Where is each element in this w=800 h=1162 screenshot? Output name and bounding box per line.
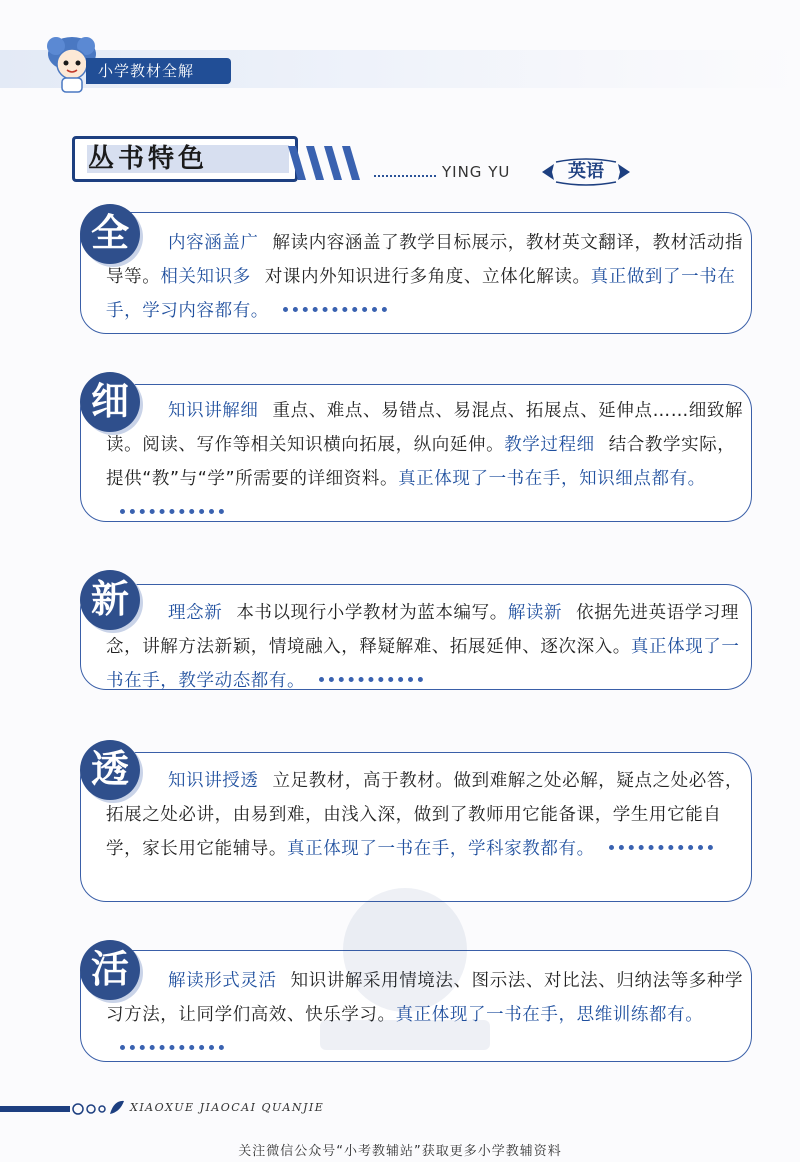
subject-ornament [540,158,632,186]
dotted-line [609,845,713,850]
feature-body: 本书以现行小学教材为蓝本编写。 [236,603,508,623]
feature-closing: 真正体现了一书在手，教学动态都有。 [106,637,740,691]
feature-body: 重点、难点、易错点、易混点、拓展点、延伸点……细致解读。阅读、写作等相关知识横向拓展，纵向延伸。 [106,401,744,455]
feature-closing: 真正体现了一书在手，学科家教都有。 [287,839,595,859]
feature-body-2: 结合教学实际，提供“教”与“学”所需要的详细资料。 [106,435,736,489]
dotted-line [319,677,423,682]
feature-body: 解读内容涵盖了教学目标展示，教材英文翻译，教材活动指导等。 [106,233,744,287]
feature-body: 知识讲解采用情境法、图示法、对比法、归纳法等多种学习方法，让同学们高效、快乐学习。 [106,971,744,1025]
feature-text-4 [106,764,746,866]
leaf-icon [70,1098,126,1118]
feature-text-1 [106,226,746,328]
slash-decoration-icon [282,146,374,180]
title-dotted-line [374,175,436,177]
feature-heading: 内容涵盖广 [168,233,259,253]
subject-chinese: 英语 [568,161,604,182]
badge-xin: 新 [80,570,140,630]
feature-heading-2: 解读新 [507,603,563,623]
feature-heading-2: 教学过程细 [504,435,595,455]
feature-closing: 真正体现了一书在手，思维训练都有。 [395,1005,704,1025]
dotted-line [120,509,224,514]
feature-text-2 [106,394,746,530]
feature-heading: 解读形式灵活 [168,971,277,991]
badge-xi: 细 [80,372,140,432]
badge-tou: 透 [80,740,140,800]
feature-body-2: 依据先进英语学习理念，讲解方法新颖，情境融入，释疑解难、拓展延伸、逐次深入。 [106,603,740,657]
feature-body: 立足教材，高于教材。做到难解之处必解，疑点之处必答，拓展之处必讲，由易到难，由浅入深，做到了教师用它能备课，学生用它能自学，家长用它能辅导。 [106,771,744,859]
feature-body-2: 对课内外知识进行多角度、立体化解读。 [264,267,591,287]
feature-heading: 理念新 [168,603,223,623]
subject-english: YING YU [442,163,511,181]
feature-heading-2: 相关知识多 [160,267,251,287]
feature-text-3 [106,596,746,698]
feature-closing: 真正做到了一书在手，学习内容都有。 [106,267,736,321]
dotted-line [120,1045,224,1050]
section-title: 丛书特色 [88,144,209,174]
series-label: 小学教材全解 [86,58,231,84]
badge-huo: 活 [80,940,140,1000]
feature-closing: 真正体现了一书在手，知识细点都有。 [398,469,706,489]
watermark-icon [300,880,510,1060]
feature-heading: 知识讲解细 [168,401,259,421]
dotted-line [283,307,387,312]
bottom-note: 关注微信公众号“小考教辅站”获取更多小学教辅资料 [238,1144,562,1159]
series-pinyin: XIAOXUE JIAOCAI QUANJIE [130,1101,325,1114]
footer-bar [0,1106,70,1112]
feature-heading: 知识讲授透 [168,771,259,791]
badge-quan: 全 [80,204,140,264]
